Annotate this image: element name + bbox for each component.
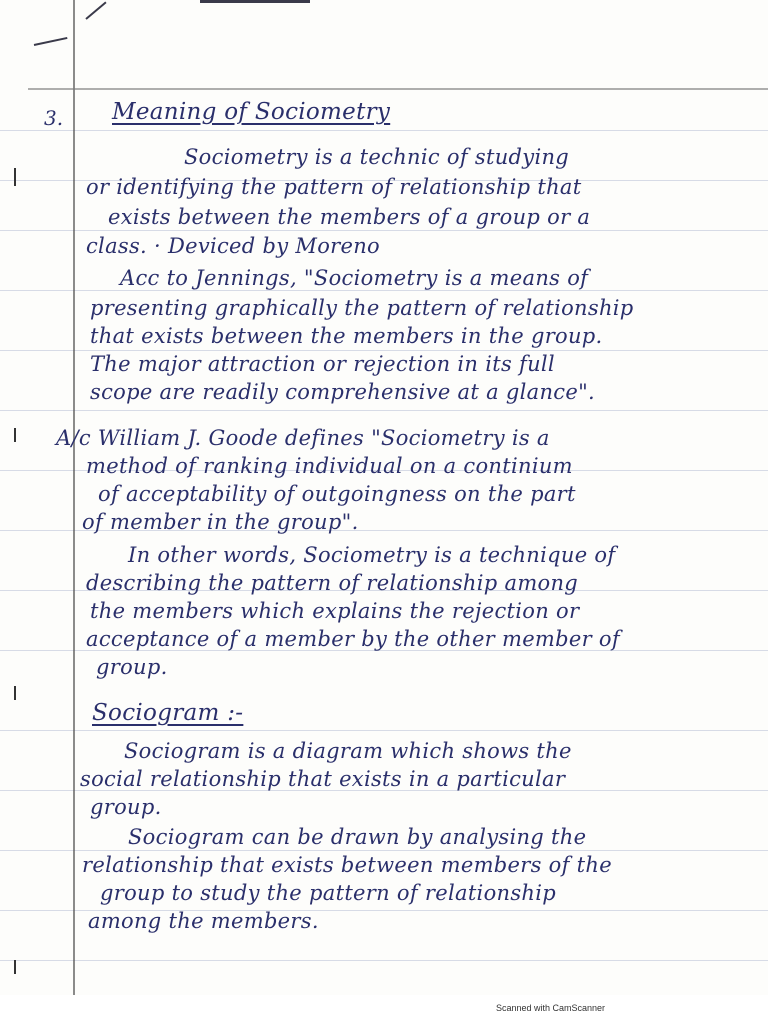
para5-line: Sociogram is a diagram which shows the <box>124 739 572 763</box>
para4-line: acceptance of a member by the other member of <box>86 627 620 651</box>
para2-line: The major attraction or rejection in its full <box>90 352 555 376</box>
edge-mark <box>14 686 16 700</box>
para3-line: of member in the group". <box>82 510 359 534</box>
question-number: 3. <box>44 106 64 130</box>
para6-line: group to study the pattern of relationship <box>100 881 556 905</box>
para2-line: presenting graphically the pattern of relationship <box>90 296 634 320</box>
para6-line: Sociogram can be drawn by analysing the <box>128 825 587 849</box>
pen-scribble <box>85 2 106 20</box>
rule-line <box>0 730 768 731</box>
para1-line: exists between the members of a group or a <box>108 205 591 229</box>
margin-line <box>73 0 75 1000</box>
para4-line: describing the pattern of relationship among <box>86 571 579 595</box>
edge-mark <box>14 168 16 186</box>
pen-scribble <box>200 0 310 3</box>
para2-line: Acc to Jennings, "Sociometry is a means of <box>120 266 589 290</box>
para6-line: relationship that exists between members of the <box>82 853 612 877</box>
para1-line: or identifying the pattern of relationship that <box>86 175 582 199</box>
para4-line: In other words, Sociometry is a technique of <box>128 543 616 567</box>
header-rule <box>28 88 768 90</box>
page-bottom-margin <box>0 995 768 1024</box>
scanner-watermark: Scanned with CamScanner <box>496 1003 606 1013</box>
para3-line: of acceptability of outgoingness on the part <box>98 482 576 506</box>
para1-line: Sociometry is a technic of studying <box>184 145 570 169</box>
para1-line: class. · Deviced by Moreno <box>86 234 380 258</box>
rule-line <box>0 960 768 961</box>
para2-line: scope are readily comprehensive at a glance". <box>90 380 596 404</box>
para5-line: group. <box>90 795 162 819</box>
para3-line: method of ranking individual on a continium <box>86 454 573 478</box>
rule-line <box>0 410 768 411</box>
subheading: Sociogram :- <box>92 700 244 726</box>
para5-line: social relationship that exists in a particular <box>80 767 566 791</box>
para3-line: A/c William J. Goode defines "Sociometry is a <box>56 426 550 450</box>
para6-line: among the members. <box>88 909 319 933</box>
heading: Meaning of Sociometry <box>112 99 391 125</box>
para2-line: that exists between the members in the group. <box>90 324 603 348</box>
para4-line: the members which explains the rejection or <box>90 599 580 623</box>
pen-scribble <box>34 37 68 46</box>
para4-line: group. <box>96 655 168 679</box>
edge-mark <box>14 428 16 442</box>
edge-mark <box>14 960 16 974</box>
rule-line <box>0 130 768 131</box>
